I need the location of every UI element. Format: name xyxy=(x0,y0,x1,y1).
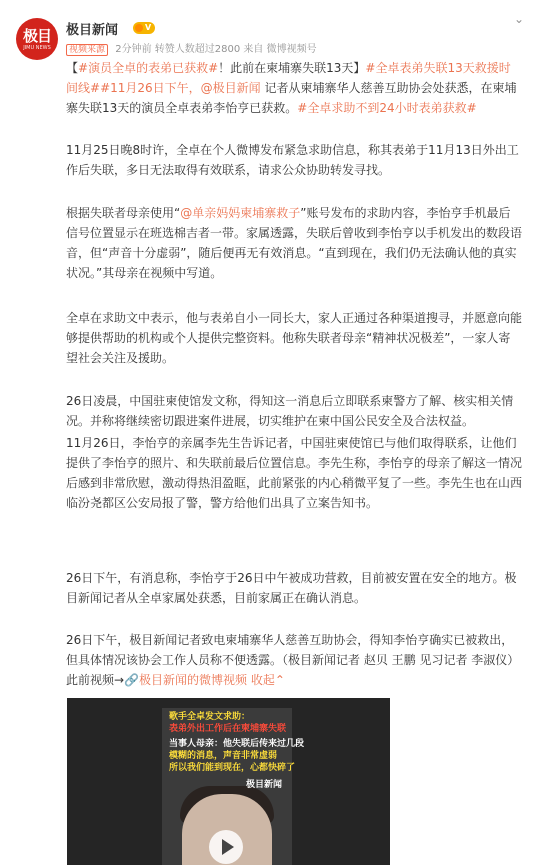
verified-badge: V xyxy=(133,22,155,34)
video-thumbnail xyxy=(162,708,305,865)
video-caption-line: 表弟外出工作后在柬埔寨失联 xyxy=(169,724,287,734)
post-text: 11月26日，李怡亨的亲属李先生告诉记者，中国驻柬使馆已与他们取得联系，让他们提供了李怡亨的照片、和失联前最后位置信息。李先生称，李怡亨的母亲了解这一情况后感到非常欣慰，激动得热泪盈眶，此前紧张的内心稍微平复了一些。李先生也在山西临汾尧都区公安局报了警，警方给他们出具了立案告知书。 xyxy=(66,436,523,510)
post-paragraph xyxy=(66,203,522,283)
post-header xyxy=(0,0,542,60)
chevron-down-icon[interactable]: ⌄ xyxy=(513,12,525,26)
video-caption-line: 所以我们能到现在，心都快碎了 xyxy=(169,763,296,773)
post-link[interactable]: 🔗极目新闻的微博视频 xyxy=(124,673,248,687)
video-caption-line: 模糊的消息，声音非常虚弱 xyxy=(169,751,278,761)
post-text: 全卓在求助文中表示，他与表弟自小一同长大，家人正通过各种渠道搜寻，并愿意向能够提供帮助的机构或个人提供完整资料。他称失联者母亲“精神状况极差”，一家人寄望社会关注及援助。 xyxy=(66,311,523,365)
post-link[interactable]: #11月26日下午， xyxy=(100,81,201,95)
post-paragraph xyxy=(66,140,522,180)
post-time-info: 2分钟前 转赞人数超过2800 xyxy=(115,44,241,55)
post-link[interactable]: #全卓表弟失联13天救援时间线# xyxy=(66,61,511,95)
post-paragraph xyxy=(66,568,522,608)
source-tag: 视频来源 xyxy=(66,44,108,56)
post-text: 【 xyxy=(66,61,79,75)
author-avatar[interactable] xyxy=(16,18,58,60)
post-link[interactable]: #演员全卓的表弟已获救# xyxy=(78,61,219,75)
post-text: ！此前在柬埔寨失联13天】 xyxy=(218,61,366,75)
avatar-logo-subtext: JIMU NEWS xyxy=(23,44,51,51)
post-link[interactable]: #全卓求助不到24小时表弟获救# xyxy=(297,101,477,115)
post-paragraph xyxy=(66,433,522,513)
post-meta xyxy=(66,40,317,55)
post-text: 记者从柬埔寨华人慈善互助协会处获悉，在柬埔寨失联13天的演员全卓表弟李怡亨已获救。 xyxy=(66,81,517,115)
video-watermark-logo: 极目新闻 xyxy=(245,780,282,790)
post-link[interactable]: @单亲妈妈柬埔寨救子 xyxy=(180,206,301,220)
post-text: ”账号发布的求助内容，李怡亨手机最后信号位置显示在班选棉吉者一带。家属透露，失联后曾收到李怡亨以手机发出的数段语音，但“声音十分虚弱”，随后便再无有效消息。“直到现在，我们仍无法确认他的真实状况。”其母亲在视频中写道。 xyxy=(66,206,523,280)
post-paragraph xyxy=(66,391,522,431)
post-link[interactable]: @极目新闻 xyxy=(200,81,261,95)
video-caption-line: 当事人母亲：他失联后传来过几段 xyxy=(169,739,305,749)
video-player[interactable] xyxy=(67,698,390,865)
post-paragraph xyxy=(66,58,522,118)
author-name[interactable]: 极目新闻 xyxy=(66,23,119,38)
post-text: 26日下午，有消息称，李怡亨于26日中午被成功营救，目前被安置在安全的地方。极目新闻记者从全卓家属处获悉，目前家属正在确认消息。 xyxy=(66,571,517,605)
post-text: 11月25日晚8时许，全卓在个人微博发布紧急求助信息，称其表弟于11月13日外出工作后失联，多日无法取得有效联系，请求公众协助转发寻找。 xyxy=(66,143,519,177)
avatar-logo-text: 极目 xyxy=(22,26,51,45)
post-text: 26日凌晨，中国驻柬使馆发文称，得知这一消息后立即联系柬警方了解、核实相关情况。并称将继续密切跟进案件进展，切实维护在柬中国公民安全及合法权益。 xyxy=(66,394,514,428)
video-caption-line: 歌手全卓发文求助： xyxy=(169,712,251,722)
post-text: 26日下午，极目新闻记者致电柬埔寨华人慈善互助协会，得知李怡亨确实已被救出，但具体情况该协会工作人员称不便透露。（极目新闻记者 赵贝 王鹏 见习记者 李淑仪）此前视频→ xyxy=(66,633,520,687)
play-icon[interactable] xyxy=(209,830,243,864)
post-paragraph xyxy=(66,308,522,368)
post-paragraph xyxy=(66,630,522,690)
post-link[interactable]: 收起⌃ xyxy=(247,673,285,687)
post-source[interactable]: 来自 微博视频号 xyxy=(243,44,317,55)
post-text: 根据失联者母亲使用“ xyxy=(66,206,181,220)
